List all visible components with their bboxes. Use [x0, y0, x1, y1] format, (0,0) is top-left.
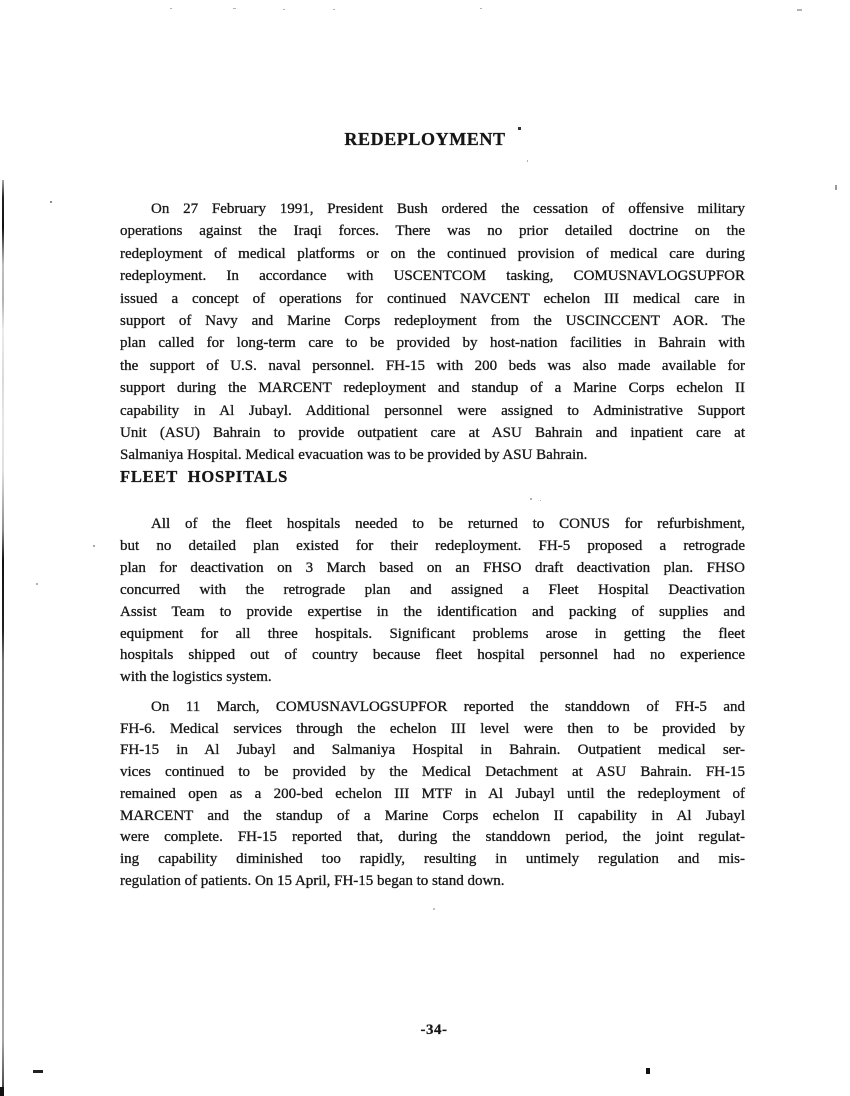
text-line: On 11 March, COMUSNAVLOGSUPFOR reported the standdown of FH-5 and: [151, 699, 745, 715]
scan-speck: [527, 160, 528, 162]
scan-speck: [480, 8, 482, 9]
scan-speck: [797, 9, 802, 11]
scan-speck: [33, 1070, 43, 1073]
text-line: redeployment. In accordance with USCENTCOM tasking, COMUSNAVLOGSUPFOR: [120, 268, 745, 285]
text-line: remained open as a 200-bed echelon III MTF in Al Jubayl until the redeployment of: [120, 785, 745, 802]
text-line: Salmaniya Hospital. Medical evacuation was to be provided by ASU Bahrain.: [120, 447, 588, 464]
text-line: ing capability diminished too rapidly, resulting in untimely regulation and mis-: [120, 850, 745, 867]
scan-edge-artifact: [2, 180, 4, 1096]
scan-speck: [835, 185, 837, 190]
text-line: with the logistics system.: [120, 669, 272, 686]
paragraph-redeployment: [120, 198, 745, 467]
paragraph-fleet-hospitals-2: [120, 697, 745, 892]
text-line: All of the fleet hospitals needed to be returned to CONUS for refurbishment,: [151, 516, 745, 532]
text-line: support during the MARCENT redeployment and standup of a Marine Corps echelon II: [120, 380, 745, 397]
text-line: the support of U.S. naval personnel. FH-15 with 200 beds was also made available for: [120, 357, 745, 374]
text-line: Assist Team to provide expertise in the identification and packing of supplies and: [120, 603, 745, 620]
text-line: issued a concept of operations for continued NAVCENT echelon III medical care in: [120, 290, 745, 307]
text-line: concurred with the retrograde plan and assigned a Fleet Hospital Deactivation: [120, 581, 745, 598]
text-line: operations against the Iraqi forces. There was no prior detailed doctrine on the: [120, 223, 745, 240]
paragraph-fleet-hospitals-1: [120, 514, 745, 689]
text-line: hospitals shipped out of country because fleet hospital personnel had no experience: [120, 647, 745, 664]
scan-speck: [518, 127, 521, 130]
document-title: REDEPLOYMENT: [344, 129, 506, 149]
scan-speck: [233, 8, 236, 9]
scan-speck: [50, 201, 52, 203]
text-line: equipment for all three hospitals. Significant problems arose in getting the fleet: [120, 625, 745, 642]
text-line: Unit (ASU) Bahrain to provide outpatient care at ASU Bahrain and inpatient care at: [120, 425, 745, 442]
text-line: redeployment of medical platforms or on the continued provision of medical care during: [120, 245, 745, 262]
text-line: plan called for long-term care to be provided by host-nation facilities in Bahrain with: [120, 335, 745, 352]
scan-speck: [433, 908, 435, 910]
text-line: regulation of patients. On 15 April, FH-15 began to stand down.: [120, 872, 505, 889]
scan-corner-mark: [0, 1087, 4, 1096]
text-line: vices continued to be provided by the Medical Detachment at ASU Bahrain. FH-15: [120, 764, 745, 781]
scan-speck: [540, 500, 541, 501]
scan-speck: [170, 8, 172, 9]
scan-speck: [283, 9, 285, 10]
text-line: FH-15 in Al Jubayl and Salmaniya Hospital in Bahrain. Outpatient medical ser-: [120, 742, 745, 759]
text-line: plan for deactivation on 3 March based on an FHSO draft deactivation plan. FHSO: [120, 559, 745, 576]
text-line: support of Navy and Marine Corps redeployment from the USCINCCENT AOR. The: [120, 313, 745, 330]
text-line: FH-6. Medical services through the echelon III level were then to be provided by: [120, 720, 745, 737]
scan-speck: [93, 545, 95, 547]
text-line: were complete. FH-15 reported that, during the standdown period, the joint regulat-: [120, 829, 745, 846]
text-line: MARCENT and the standup of a Marine Corps echelon II capability in Al Jubayl: [120, 807, 745, 824]
scan-speck: [530, 498, 532, 500]
text-line: capability in Al Jubayl. Additional personnel were assigned to Administrative Support: [120, 402, 745, 419]
text-line: but no detailed plan existed for their redeployment. FH-5 proposed a retrograde: [120, 537, 745, 554]
section-heading-fleet-hospitals: FLEET HOSPITALS: [120, 467, 289, 486]
text-line: On 27 February 1991, President Bush ordered the cessation of offensive military: [151, 201, 745, 217]
page-number: -34-: [420, 1022, 448, 1038]
scan-speck: [36, 583, 38, 585]
scan-speck: [646, 1068, 650, 1074]
scan-speck: [333, 9, 335, 10]
